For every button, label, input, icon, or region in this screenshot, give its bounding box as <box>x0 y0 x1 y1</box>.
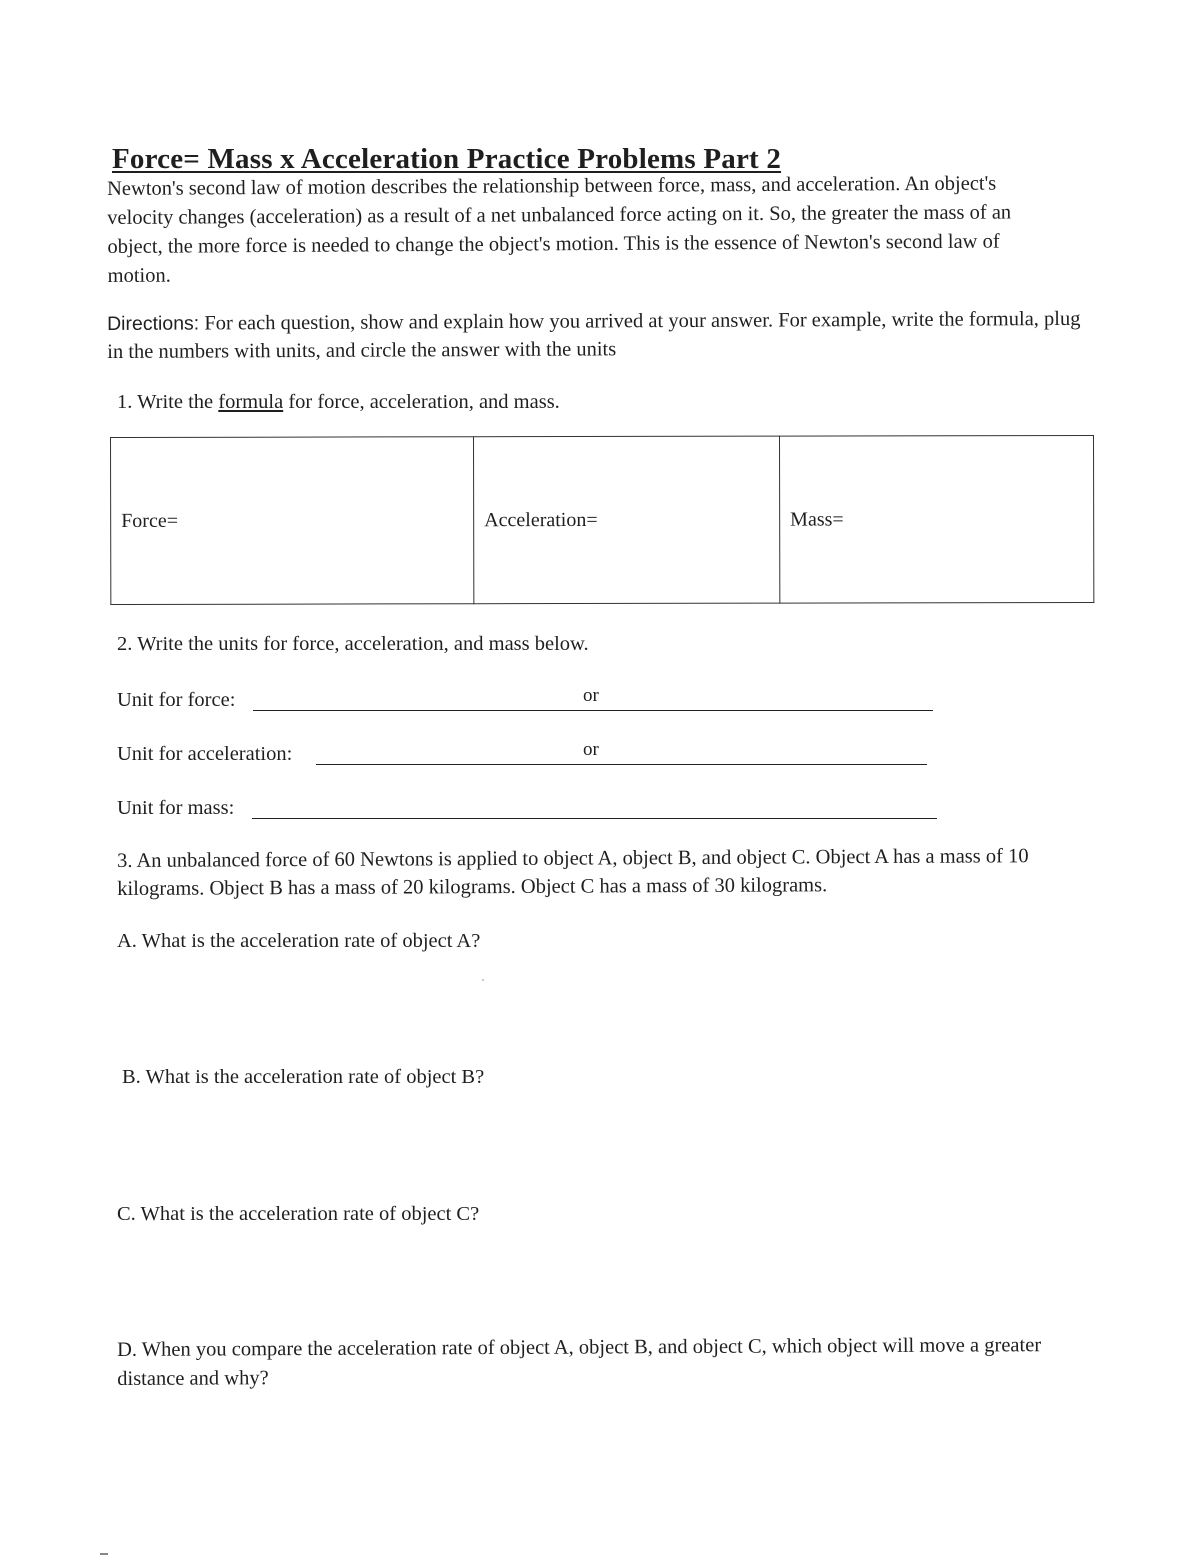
directions-text: For each question, show and explain how you arrived at your answer. For example, write the formula, plug in the numbers with units, and circle the answer with the units <box>107 307 1081 363</box>
question-3c: C. What is the acceleration rate of object C? <box>117 1203 480 1225</box>
question-3d: D. When you compare the acceleration rate of object A, object B, and object C, which object will move a greater distance and why? <box>117 1334 1042 1390</box>
directions-label: Directions: <box>107 312 200 335</box>
question-1 <box>117 391 560 414</box>
unit-force-label: Unit for force: <box>117 689 236 711</box>
scan-corner-mark <box>100 1553 108 1555</box>
unit-acceleration-label: Unit for acceleration: <box>117 743 293 765</box>
formula-table <box>110 435 1094 605</box>
question-3a: A. What is the acceleration rate of object A? <box>117 930 481 952</box>
unit-force-or: or <box>583 685 599 706</box>
question-1-suffix: for force, acceleration, and mass. <box>283 391 560 413</box>
unit-mass-blank[interactable] <box>252 818 937 819</box>
force-formula-cell[interactable] <box>111 437 474 605</box>
unit-acceleration-blank-2[interactable] <box>615 764 927 765</box>
directions-paragraph <box>107 305 1087 366</box>
acceleration-formula-cell[interactable] <box>474 436 780 604</box>
mass-formula-cell[interactable] <box>779 435 1093 603</box>
scan-speck <box>482 979 484 981</box>
question-2: 2. Write the units for force, acceleration, and mass below. <box>117 633 589 655</box>
unit-acceleration-or: or <box>583 739 599 760</box>
question-3b: B. What is the acceleration rate of object B? <box>122 1066 485 1088</box>
unit-mass-row <box>117 797 942 827</box>
formula-row <box>111 435 1094 604</box>
intro-paragraph: Newton's second law of motion describes the relationship between force, mass, and acceleration. An object's velocity changes (acceleration) as a result of a net unbalanced force acting on it. So, the greater the mass of an object, the more force is needed to change the object's motion. This is the essence of Newton's second law of motion. <box>107 172 1012 287</box>
unit-acceleration-row <box>117 739 937 773</box>
unit-mass-label: Unit for mass: <box>117 797 235 819</box>
mass-formula-label: Mass= <box>790 507 844 531</box>
worksheet-title: Force= Mass x Acceleration Practice Problems Part 2 <box>112 143 782 175</box>
question-1-prefix: 1. Write the <box>117 391 219 413</box>
question-1-underlined-word: formula <box>218 391 284 413</box>
question-3: 3. An unbalanced force of 60 Newtons is applied to object A, object B, and object C. Object A has a mass of 10 kilograms. Object B has a mass of 20 kilograms. Object C has a mass of 30 kilograms. <box>117 845 1029 900</box>
unit-force-blank-2[interactable] <box>609 710 933 711</box>
acceleration-formula-label: Acceleration= <box>484 508 598 531</box>
unit-force-row <box>117 685 937 719</box>
force-formula-label: Force= <box>121 509 179 532</box>
